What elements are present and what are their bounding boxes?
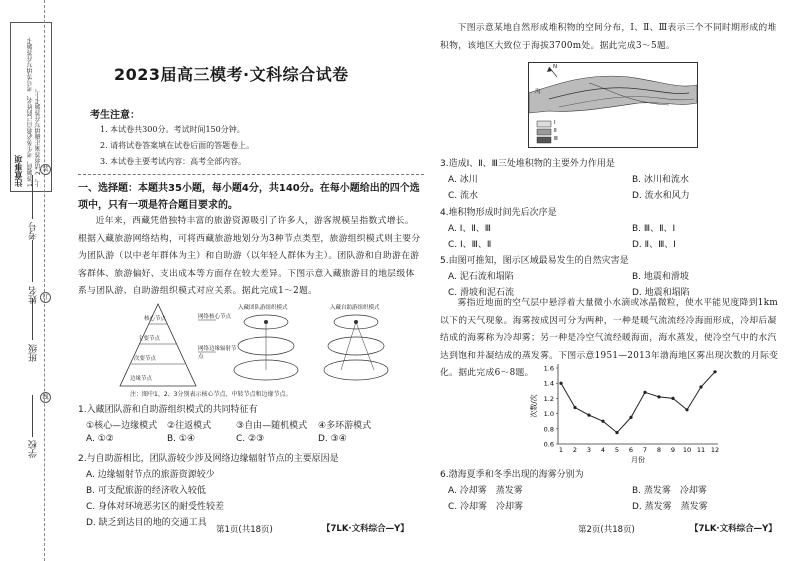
page-2-number: 第2页(共18页) [578,525,635,535]
field-name-label: 姓名 [29,286,39,304]
q3-option-d[interactable]: D. 流水和风力 [632,191,690,201]
x-tick-label: 11 [696,446,706,454]
passage-2: 下图示意某地自然形成堆积物的空间分布，Ⅰ、Ⅱ、Ⅲ表示三个不同时期形成的堆积物，该地区大致位于海拔3700m处。据此完成3～5题。 [440,23,777,51]
x-tick-label: 2 [572,446,578,454]
q1-item-1: ①核心—边缘模式 [86,421,158,431]
y-tick-label: 1.2 [543,394,554,403]
map-label-ditch: 沟 [535,89,541,95]
field-school-label: 学校 [29,440,39,458]
q2-option-d[interactable]: D. 缺乏到达目的地的交通工具 [86,518,207,528]
fog-chart [528,360,728,464]
fog-chart-svg [528,360,728,464]
data-point [685,408,688,411]
data-point [671,397,674,400]
q1-item-3: ③自由—随机模式 [236,421,308,431]
q5-option-a[interactable]: A. 泥石流和塌陷 [448,272,514,282]
cut-line [44,0,45,561]
data-point [559,382,562,385]
q6-option-d[interactable]: D. 蒸发雾 蒸发雾 [632,502,708,512]
tourism-figure [116,300,416,398]
field-id-line[interactable] [32,175,33,219]
network-core-label: 网络核心节点 [198,314,232,320]
field-class-line[interactable] [32,298,33,340]
data-point [573,406,576,409]
notice-line-1: 1. 本试卷共300分。考试时间150分钟。 [100,125,245,134]
series-line [561,372,715,433]
exam-page-1 [66,0,424,561]
x-axis-label: 月份 [631,456,645,464]
q2-option-b[interactable]: B. 可支配旅游的经济收入较低 [86,486,206,496]
data-point [657,395,660,398]
q4-option-a[interactable]: A. Ⅰ、Ⅱ、Ⅲ [448,224,492,234]
notice-title: 考生注意： [90,110,140,121]
deposit-map-svg [529,63,697,147]
q1-item-2: ②往返模式 [167,421,212,431]
q2-option-a[interactable]: A. 边缘辐射节点的旅游资源较少 [86,470,215,480]
y-tick-label: 1.0 [543,410,554,419]
binding-circle-2: 订 [40,292,51,303]
q1-option-c[interactable]: C. ②③ [236,434,265,444]
q4-option-d[interactable]: D. Ⅱ、Ⅲ、Ⅰ [632,240,676,250]
section-heading: 一、选择题：本题共35小题，每小题4分，共140分。在每小题给出的四个选项中，只有一项是符合题目要求的。 [78,183,420,211]
q2-option-c[interactable]: C. 身体对环境恶劣区的耐受性较差 [86,502,225,512]
question-2-stem: 2.与自助游相比，团队游较少涉及网络边缘辐射节点的主要原因是 [78,454,339,464]
x-tick-label: 9 [670,446,676,454]
q6-option-a[interactable]: A. 冷却雾 蒸发雾 [448,486,523,496]
notice-divider [78,174,424,175]
binding-circle-1: 装 [40,164,51,175]
q3-option-a[interactable]: A. 冰川 [448,175,478,185]
data-point [629,416,632,419]
notice-text: 1.答题前，考生务必将自己的姓名、考号等填写在答题卡上。2.请将答案正确填写在答题卡上。 [27,37,42,187]
y-axis-label: 次数/次 [530,394,538,418]
x-tick-label: 6 [628,446,634,454]
q6-option-b[interactable]: B. 蒸发雾 冷却雾 [632,486,707,496]
y-tick-label: 0.8 [543,425,554,434]
exam-title: 2023届高三模考·文科综合试卷 [114,65,349,84]
y-tick-label: 0.6 [543,440,554,449]
q1-option-d[interactable]: D. ③④ [318,434,347,444]
x-tick-label: 4 [600,446,606,454]
data-point [615,431,618,434]
page-2-code: 【7LK·文科综合—Y】 [690,524,777,534]
y-tick-label: 1.6 [543,364,554,373]
q1-option-b[interactable]: B. ①④ [167,434,196,444]
question-1-stem: 1.入藏团队游和自助游组织模式的共同特征有 [78,405,258,415]
exam-page-2 [438,0,788,561]
q4-option-c[interactable]: C. Ⅰ、Ⅲ、Ⅱ [448,240,492,250]
q1-option-a[interactable]: A. ①② [86,434,114,444]
binding-circle-3: 线 [40,392,51,403]
panel-a-title: 入藏团队游组织模式 [238,305,288,311]
figure-caption: 注：图中1、2、3分别表示核心节点、中转节点和边缘节点。 [130,391,292,398]
q5-option-c[interactable]: C. 滑坡和泥石流 [448,288,515,298]
question-5-stem: 5.由图可推知，图示区域最易发生的自然灾害是 [440,256,629,266]
deposit-map [528,62,698,148]
passage-3: 雾指近地面的空气层中悬浮着大量微小水滴或冰晶微粒，使水平能见度降到1km以下的天气现象。海雾按成因可分为两种，一种是暖气流流经冷海面形成，冷却后凝结成的海雾称为冷却雾；另一种是冷空气流经暖海面，海水蒸发，使冷空气中的水汽达到饱和并凝结成的蒸发雾。下图示意1951—2013年渤海地区雾出现次数的月际变化。据此完成6～8题。 [440,298,779,378]
y-tick-label: 1.4 [543,379,554,388]
data-point [643,391,646,394]
q5-option-b[interactable]: B. 地震和滑坡 [632,272,689,282]
question-6-stem: 6.渤海夏季和冬季出现的海雾分别为 [440,470,584,480]
data-point [601,420,604,423]
x-tick-label: 5 [614,446,620,454]
legend-label-2: Ⅱ [554,128,557,134]
page-1-number: 第1页(共18页) [216,525,273,535]
data-point [713,370,716,373]
pyramid-level-1: 核心节点 [144,316,167,322]
q5-option-d[interactable]: D. 地震和塌陷 [632,288,690,298]
field-id-label: 考号 [29,222,39,240]
q6-option-c[interactable]: C. 冷却雾 冷却雾 [448,502,524,512]
notice-line-2: 2. 请将试卷答案填在试卷后面的答题卷上。 [100,141,255,150]
q3-option-b[interactable]: B. 冰川和流水 [632,175,689,185]
x-tick-label: 1 [558,446,564,454]
binding-strip [0,0,60,561]
notice-line-3: 3. 本试卷主要考试内容：高考全部内容。 [100,157,247,166]
x-tick-label: 3 [586,446,592,454]
x-tick-label: 10 [682,446,692,454]
field-class-label: 班级 [29,344,39,362]
network-edge-label: 网络边缘辐射节点 [198,346,237,360]
q4-option-b[interactable]: B. Ⅲ、Ⅱ、Ⅰ [632,224,676,234]
question-4-stem: 4.堆积物形成时间先后次序是 [440,208,557,218]
q1-item-4: ④多环游模式 [318,421,372,431]
pyramid-level-4: 边缘节点 [130,376,153,382]
x-tick-label: 12 [710,446,720,454]
field-school-line[interactable] [32,395,33,437]
pyramid-level-2: 主要节点 [138,336,161,342]
passage-1: 近年来，西藏凭借独特丰富的旅游资源吸引了许多人，游客规模呈指数式增长。根据入藏旅游网络结构，可将西藏旅游地划分为3种节点类型，旅游组织模式则主要分为团队游（以中老年群体为主）和自助游（以年轻人群体为主）。团队游和自助游在游客群体、旅游偏好、支出成本等方面存在较大差异。下图示意入藏旅游目的地层级体系与团队游、自助游组织模式对应关系。据此完成1～2题。 [78,216,421,296]
field-name-line[interactable] [32,240,33,282]
data-point [699,385,702,388]
data-point [587,414,590,417]
x-tick-label: 8 [656,446,662,454]
pyramid-level-3: 次要节点 [134,356,157,362]
panel-b-title: 入藏自助游组织模式 [330,305,380,311]
question-3-stem: 3.造成Ⅰ、Ⅱ、Ⅲ三处堆积物的主要外力作用是 [440,159,615,169]
page-1-code: 【7LK·文科综合—Y】 [322,524,409,534]
legend-label-3: Ⅲ [554,136,558,142]
q3-option-c[interactable]: C. 流水 [448,191,479,201]
map-north-label: N [553,64,558,70]
notice-heading: 注意事项 [14,155,23,187]
x-tick-label: 7 [642,446,648,454]
legend-label-1: Ⅰ [554,120,556,126]
